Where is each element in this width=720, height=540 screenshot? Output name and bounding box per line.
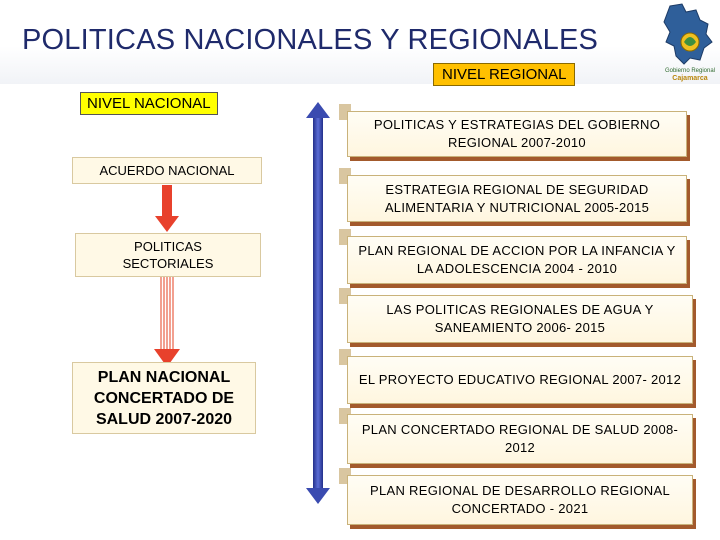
nivel-regional-label: NIVEL REGIONAL [433, 63, 575, 86]
acuerdo-nacional-box [72, 157, 262, 184]
regional-item-1 [347, 111, 687, 157]
regional-item-7 [347, 475, 693, 525]
logo-line2: Cajamarca [672, 75, 708, 82]
nivel-nacional-label: NIVEL NACIONAL [80, 92, 218, 115]
acuerdo-nacional-text: ACUERDO NACIONAL [99, 163, 235, 178]
politicas-sectoriales-text: POLITICAS SECTORIALES [122, 239, 214, 271]
regional-item-5-text: EL PROYECTO EDUCATIVO REGIONAL 2007- 2012 [358, 372, 682, 387]
logo-line1: Gobierno Regional [664, 68, 716, 74]
regional-item-7-text: PLAN REGIONAL DE DESARROLLO REGIONAL CONCERTADO - 2021 [369, 483, 670, 516]
regional-item-6 [347, 414, 693, 464]
blue-double-arrow [306, 102, 330, 504]
page-title: POLITICAS NACIONALES Y REGIONALES [22, 24, 599, 56]
regional-item-5 [347, 356, 693, 404]
regional-item-4 [347, 295, 693, 343]
plan-nacional-salud-text: PLAN NACIONAL CONCERTADO DE SALUD 2007-2020 [93, 368, 235, 428]
regional-item-2-text: ESTRATEGIA REGIONAL DE SEGURIDAD ALIMENTARIA Y NUTRICIONAL 2005-2015 [384, 181, 650, 215]
politicas-sectoriales-box [75, 233, 261, 277]
regional-item-3 [347, 236, 687, 284]
regional-item-2 [347, 175, 687, 222]
regional-item-1-text: POLITICAS Y ESTRATEGIAS DEL GOBIERNO REGIONAL 2007-2010 [373, 117, 661, 150]
plan-nacional-salud-box [72, 362, 256, 434]
red-arrow-2 [154, 277, 180, 367]
regional-item-3-text: PLAN REGIONAL DE ACCION POR LA INFANCIA Y LA ADOLESCENCIA 2004 - 2010 [358, 243, 676, 276]
regional-item-4-text: LAS POLITICAS REGIONALES DE AGUA Y SANEAMIENTO 2006- 2015 [386, 302, 654, 335]
regional-item-6-text: PLAN CONCERTADO REGIONAL DE SALUD 2008-2012 [361, 422, 679, 455]
red-arrow-1 [155, 185, 179, 232]
